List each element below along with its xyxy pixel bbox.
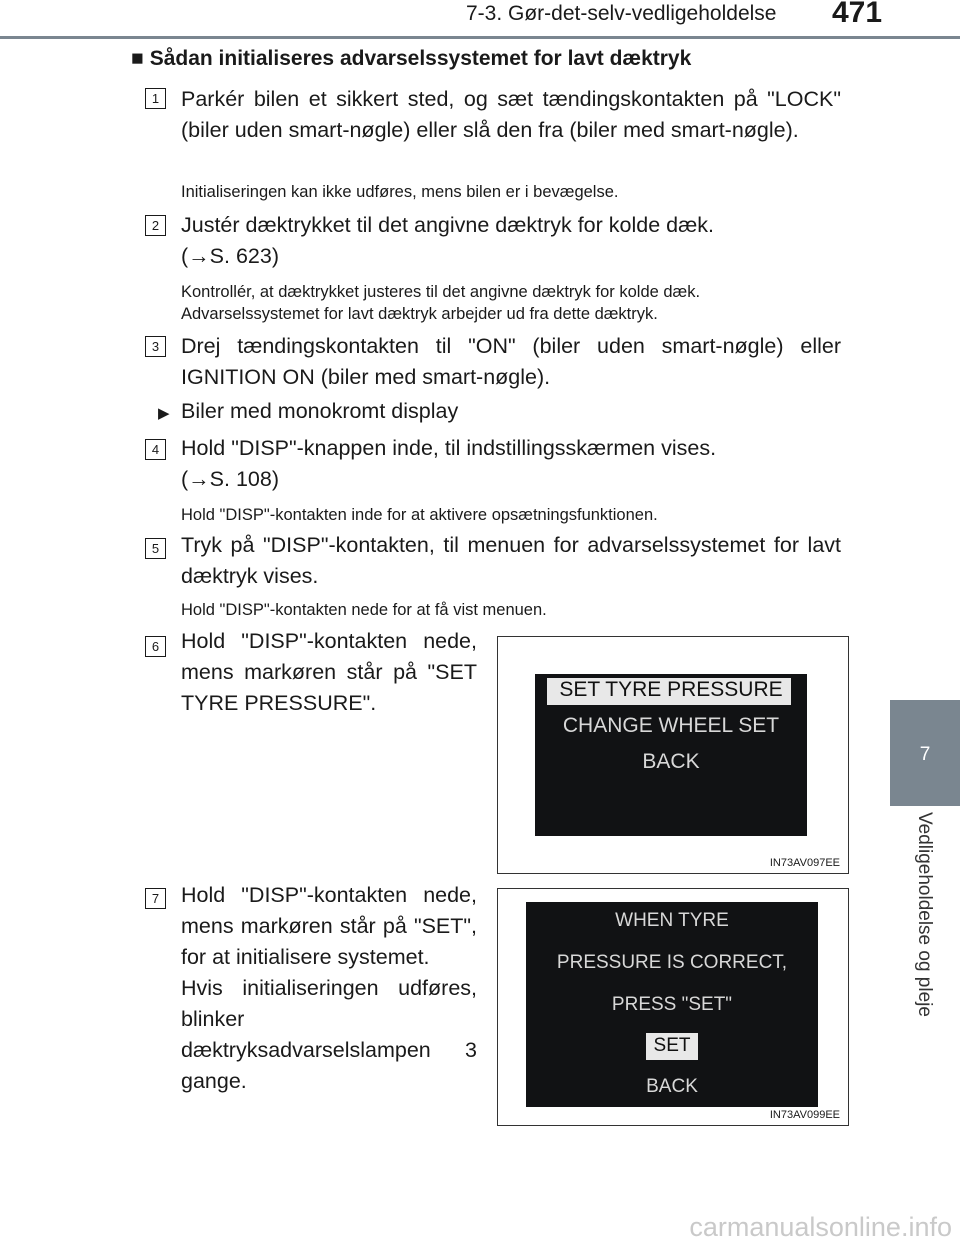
menu-item-change-wheel-set: CHANGE WHEEL SET xyxy=(562,714,780,737)
header-section: 7-3. Gør-det-selv-vedligeholdelse xyxy=(466,2,777,25)
step-note-1: Initialiseringen kan ikke udføres, mens bilen er i bevægelse. xyxy=(181,183,619,201)
watermark: carmanualsonline.info xyxy=(689,1212,952,1242)
message-line-2: PRESSURE IS CORRECT, xyxy=(556,952,788,973)
step-text-5: Tryk på "DISP"-kontakten, til menuen for advarselssystemet for lavt dæktryk vises. xyxy=(181,533,841,588)
section-title xyxy=(131,47,691,71)
section-title-text: Sådan initialiseres advarselssystemet for lavt dæktryk xyxy=(149,47,692,70)
step-text-2-main: Justér dæktrykket til det angivne dæktryk for kolde dæk. xyxy=(181,213,714,237)
step-number-3: 3 xyxy=(145,336,166,357)
figure-code: IN73AV097EE xyxy=(769,857,840,869)
step-note-5: Hold "DISP"-kontakten nede for at få vist menuen. xyxy=(181,601,547,619)
set-option: SET xyxy=(653,1035,691,1056)
figure-code: IN73AV099EE xyxy=(769,1109,840,1121)
step-number-6: 6 xyxy=(145,636,166,657)
step-number-2: 2 xyxy=(145,215,166,236)
chapter-tab-number: 7 xyxy=(919,744,931,765)
subheading-text: Biler med monokromt display xyxy=(181,399,459,423)
step-text-2 xyxy=(181,210,841,272)
message-line-3: PRESS "SET" xyxy=(611,994,733,1015)
step-text-4-main: Hold "DISP"-knappen inde, til indstillingsskærmen vises. xyxy=(181,436,717,460)
step-text-4 xyxy=(181,433,841,495)
step-text-3: Drej tændingskontakten til "ON" (biler uden smart-nøgle) eller IGNITION ON (biler med smart-nøgle). xyxy=(181,334,841,389)
display-screen xyxy=(535,674,807,836)
back-option: BACK xyxy=(646,1076,698,1097)
chapter-tab[interactable] xyxy=(890,700,960,806)
step-text-1: Parkér bilen et sikkert sted, og sæt tændingskontakten på "LOCK" (biler uden smart-nøgle) eller slå den fra (biler med smart-nøgle). xyxy=(181,87,841,142)
display-screen xyxy=(526,902,818,1107)
step-number-1: 1 xyxy=(145,88,166,109)
step-text-6: Hold "DISP"-kontakten nede, mens markøren står på "SET TYRE PRESSURE". xyxy=(181,629,477,715)
step-number-5: 5 xyxy=(145,538,166,559)
section-marker: ■ xyxy=(131,47,144,70)
menu-item-back: BACK xyxy=(642,750,700,773)
page-reference-108[interactable]: (→S. 108) xyxy=(181,467,279,491)
step-note-2: Kontrollér, at dæktrykket justeres til det angivne dæktryk for kolde dæk. Advarselssystemet for lavt dæktryk arbejder ud fra dette dæktryk. xyxy=(181,283,701,323)
menu-item-set-tyre-pressure: SET TYRE PRESSURE xyxy=(559,678,783,701)
message-line-1: WHEN TYRE xyxy=(615,910,729,931)
step-text-7 xyxy=(181,880,477,1097)
step-text-7-main: Hold "DISP"-kontakten nede, mens markøren står på "SET", for at initialisere systemet. xyxy=(181,883,477,969)
page-reference-623[interactable]: (→S. 623) xyxy=(181,244,279,268)
figure-display-menu xyxy=(497,636,849,874)
step-note-4: Hold "DISP"-kontakten inde for at aktivere opsætningsfunktionen. xyxy=(181,506,658,524)
header-rule xyxy=(0,36,960,39)
chapter-tab-label: Vedligeholdelse og pleje xyxy=(914,812,935,1017)
page-number: 471 xyxy=(832,0,883,29)
step-number-4: 4 xyxy=(145,439,166,460)
step-number-7: 7 xyxy=(145,888,166,909)
figure-initialize-screen xyxy=(497,888,849,1126)
subheading-marker: ▶ xyxy=(158,405,170,422)
step-text-7-result: Hvis initialiseringen udføres, blinker dæktryksadvarselslampen 3 gange. xyxy=(181,976,477,1093)
